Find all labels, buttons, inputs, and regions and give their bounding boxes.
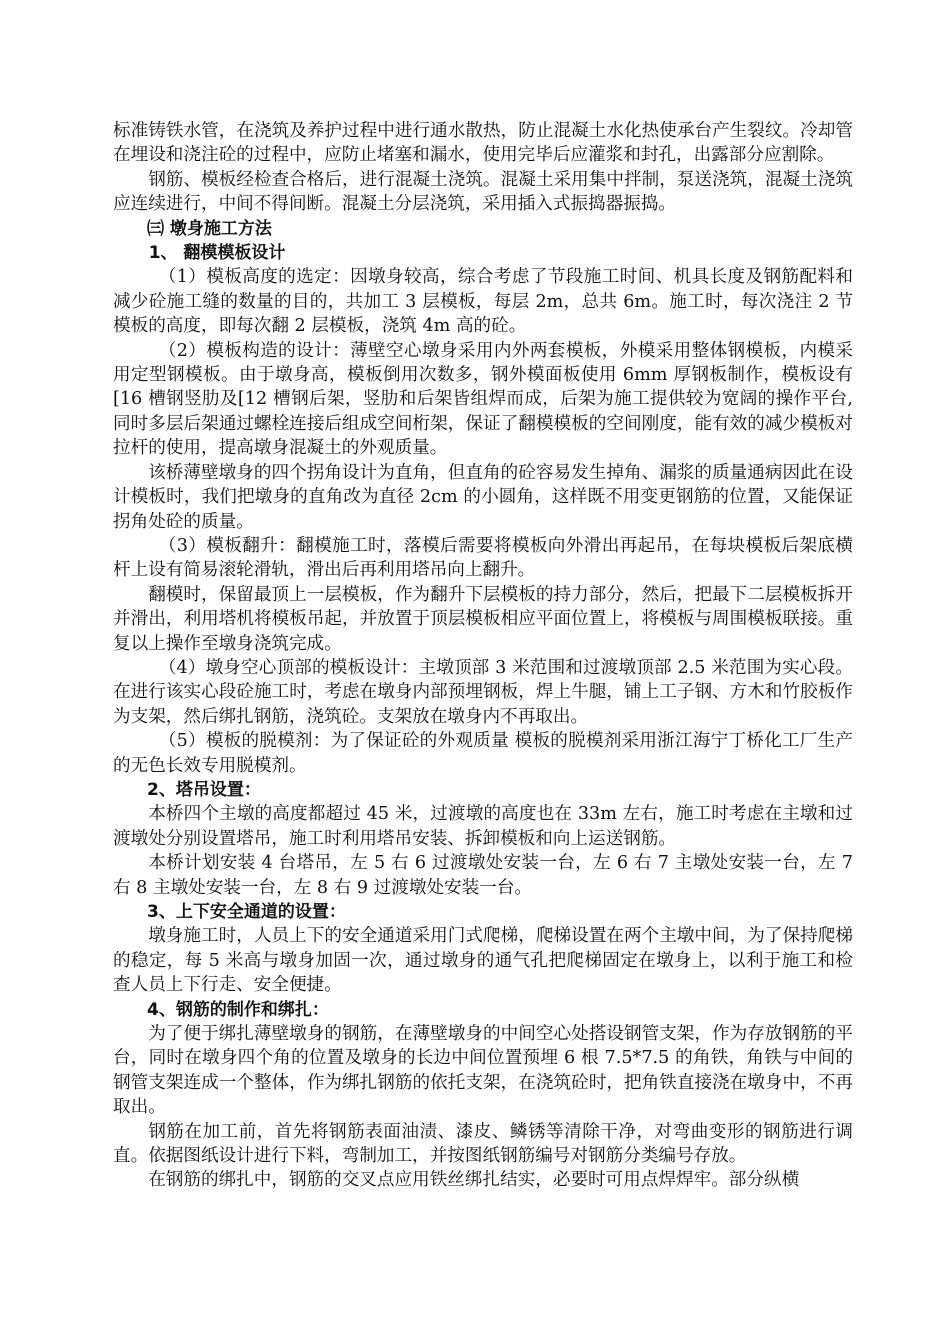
paragraph-flip-procedure: 翻模时，保留最顶上一层模板，作为翻升下层模板的持力部分，然后，把最下二层模板拆开并滑出，利用塔机将模板吊起，并放置于顶层模板相应平面位置上，将模板与周围模板联接。重复以上操作至墩身浇筑完成。: [113, 584, 853, 654]
paragraph-crane-heights: 本桥四个主墩的高度都超过 45 米，过渡墩的高度也在 33m 左右，施工时考虑在主墩和过渡墩处分别设置塔吊，施工时利用塔吊安装、拆卸模板和向上运送钢筋。: [113, 804, 853, 849]
paragraph-formwork-lifting: （3）模板翻升：翻模施工时，落模后需要将模板向外滑出再起吊，在每块模板后架底横杆上设有简易滚轮滑轨，滑出后再利用塔吊向上翻升。: [113, 535, 853, 581]
paragraph-concrete-pouring: 钢筋、模板经检查合格后，进行混凝土浇筑。混凝土采用集中拌制，泵送浇筑，混凝土浇筑应连续进行，中间不得间断。混凝土分层浇筑，采用插入式振捣器振捣。: [113, 169, 853, 215]
heading-formwork-design: 1、 翻模模板设计: [148, 243, 286, 264]
paragraph-corner-design: 该桥薄壁墩身的四个拐角设计为直角，但直角的砼容易发生掉角、漏浆的质量通病因此在设计模板时，我们把墩身的直角改为直径 2cm 的小圆角，这样既不用变更钢筋的位置，又能保证拐角处砼的质量。: [113, 462, 853, 532]
heading-safety-passage: 3、上下安全通道的设置：: [147, 902, 346, 922]
paragraph-rebar-processing: 钢筋在加工前，首先将钢筋表面油渍、漆皮、鳞锈等清除干净，对弯曲变形的钢筋进行调直。依据图纸设计进行下料，弯制加工，并按图纸钢筋编号对钢筋分类编号存放。: [113, 1121, 853, 1167]
paragraph-rebar-support: 为了便于绑扎薄壁墩身的钢筋，在薄壁墩身的中间空心处搭设钢管支架，作为存放钢筋的平台，同时在墩身四个角的位置及墩身的长边中间位置预埋 6 根 7.5*7.5 的角铁，角铁与中间的钢管支架连成一个整体，作为绑扎钢筋的依托支架，在浇筑砼时，把角铁直接浇在墩身中，不再取出。: [113, 1024, 853, 1118]
paragraph-crane-plan: 本桥计划安装 4 台塔吊，左 5 右 6 过渡墩处安装一台，左 6 右 7 主墩处安装一台，左 7 右 8 主墩处安装一台，左 8 右 9 过渡墩处安装一台。: [113, 853, 853, 898]
heading-tower-crane: 2、塔吊设置：: [147, 779, 261, 800]
paragraph-ladder: 墩身施工时，人员上下的安全通道采用门式爬梯，爬梯设置在两个主墩中间，为了保持爬梯的稳定，每 5 米高与墩身加固一次，通过墩身的通气孔把爬梯固定在墩身上，以利于施工和检查人员上下行走、安全便捷。: [113, 926, 853, 996]
heading-rebar: 4、钢筋的制作和绑扎：: [147, 999, 329, 1020]
section-heading-pier-method: ㈢ 墩身施工方法: [147, 218, 272, 239]
paragraph-hollow-top-formwork: （4）墩身空心顶部的模板设计：主墩顶部 3 米范围和过渡墩顶部 2.5 米范围为实心段。在进行该实心段砼施工时，考虑在墩身内部预埋钢板，焊上牛腿，铺上工子钢、方木和竹胶板作为支架，然后绑扎钢筋，浇筑砼。支架放在墩身内不再取出。: [113, 657, 853, 727]
paragraph-formwork-height: （1）模板高度的选定：因墩身较高，综合考虑了节段施工时间、机具长度及钢筋配料和减少砼施工缝的数量的目的，共加工 3 层模板，每层 2m，总共 6m。施工时，每次浇注 2 节模板的高度，即每次翻 2 层模板，浇筑 4m 高的砼。: [113, 267, 853, 337]
paragraph-release-agent: （5）模板的脱模剂：为了保证砼的外观质量 模板的脱模剂采用浙江海宁丁桥化工厂生产的无色长效专用脱模剂。: [113, 731, 853, 776]
paragraph-rebar-binding: 在钢筋的绑扎中，钢筋的交叉点应用铁丝绑扎结实，必要时可用点焊焊牢。部分纵横: [148, 1170, 800, 1191]
paragraph-formwork-structure: （2）模板构造的设计：薄壁空心墩身采用内外两套模板，外模采用整体钢模板，内模采用定型钢模板。由于墩身高，模板倒用次数多，钢外模面板使用 6mm 厚钢板制作，模板设有[16 槽钢竖肋及[12 槽钢后架，竖肋和后架皆组焊而成，后架为施工提供较为宽阔的操作平台,同时多层后架通过螺栓连接后组成空间桁架，保证了翻模模板的空间刚度，能有效的减少模板对拉杆的使用，提高墩身混凝土的外观质量。: [113, 340, 853, 459]
paragraph-cooling-pipe: 标准铸铁水管，在浇筑及养护过程中进行通水散热，防止混凝土水化热使承台产生裂纹。冷却管在埋设和浇注砼的过程中，应防止堵塞和漏水，使用完毕后应灌浆和封孔，出露部分应割除。: [113, 121, 853, 166]
document-body: [113, 119, 853, 1193]
